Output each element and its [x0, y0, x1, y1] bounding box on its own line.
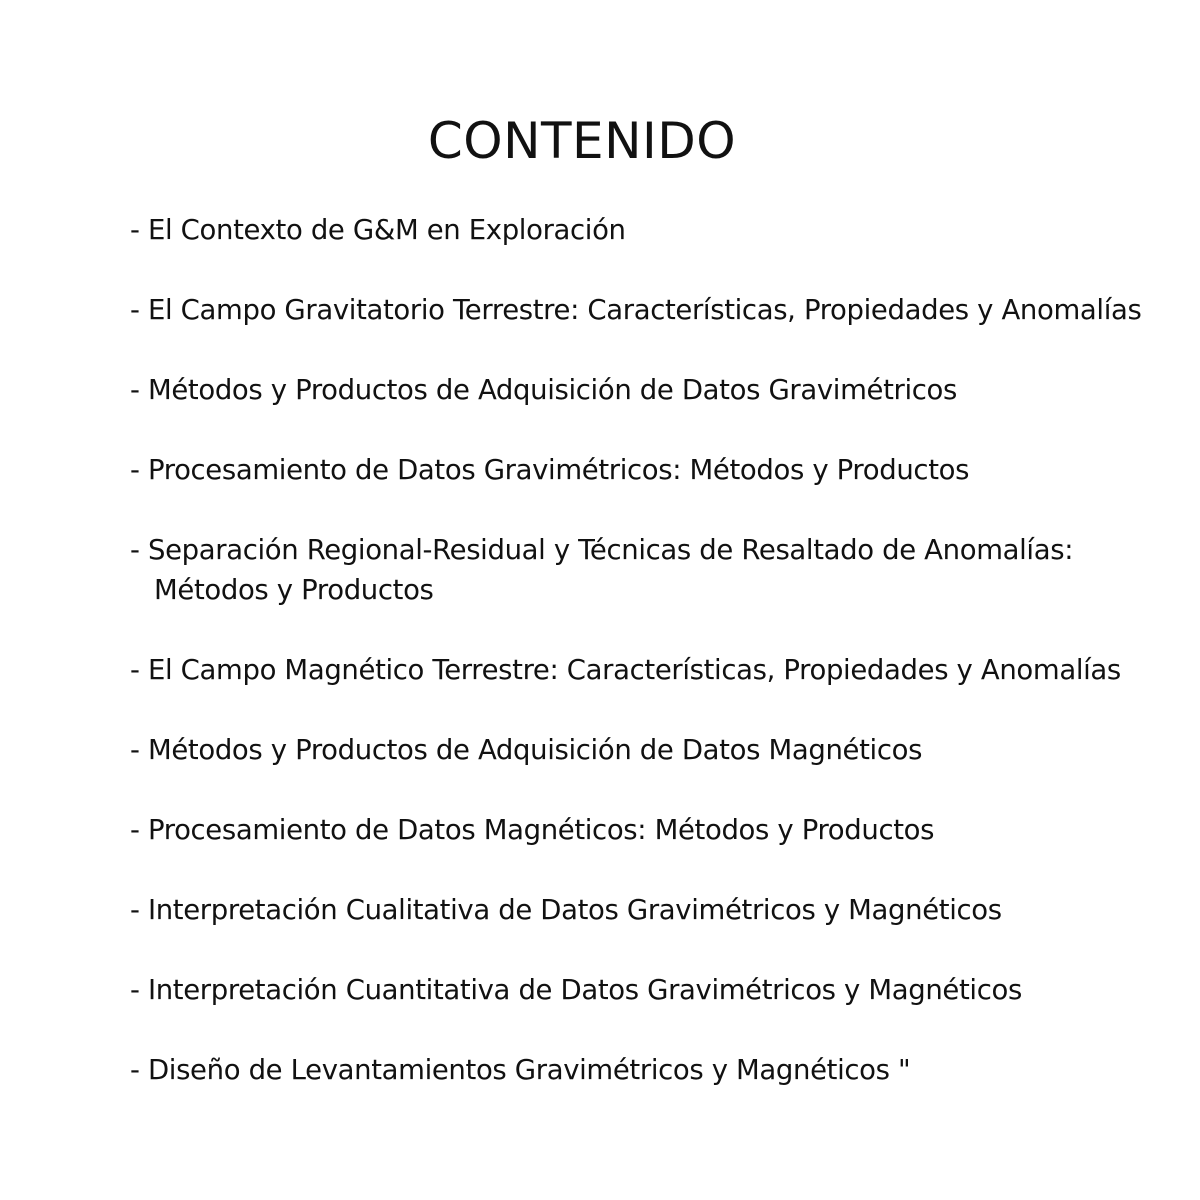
toc-item-text: - Métodos y Productos de Adquisición de Datos Magnéticos: [130, 734, 923, 766]
toc-item: [130, 530, 1170, 610]
toc-item: [130, 1050, 1170, 1090]
toc-item-text: - Interpretación Cuantitativa de Datos Gravimétricos y Magnéticos: [130, 974, 1022, 1006]
toc-item-text: - Procesamiento de Datos Gravimétricos: Métodos y Productos: [130, 454, 970, 486]
toc-item: [130, 450, 1170, 490]
toc-item-text: - Diseño de Levantamientos Gravimétricos y Magnéticos ": [130, 1054, 911, 1086]
toc-item: [130, 970, 1170, 1010]
toc-item: [130, 370, 1170, 410]
toc-item: [130, 730, 1170, 770]
toc-item-text: - El Campo Gravitatorio Terrestre: Características, Propiedades y Anomalías: [130, 294, 1142, 326]
page-title: CONTENIDO: [427, 111, 737, 170]
toc-item-text: - El Contexto de G&M en Exploración: [130, 214, 626, 246]
toc-item: [130, 650, 1170, 690]
toc-item-text: - Métodos y Productos de Adquisición de Datos Gravimétricos: [130, 374, 958, 406]
toc-item-text: - Separación Regional-Residual y Técnicas de Resaltado de Anomalías:: [130, 534, 1074, 566]
toc-item: [130, 290, 1170, 330]
toc-item-text: - El Campo Magnético Terrestre: Características, Propiedades y Anomalías: [130, 654, 1121, 686]
toc-item: [130, 210, 1170, 250]
toc-item: [130, 890, 1170, 930]
toc-item: [130, 810, 1170, 850]
toc-item-text: - Procesamiento de Datos Magnéticos: Métodos y Productos: [130, 814, 935, 846]
table-of-contents: [130, 210, 1170, 1130]
toc-item-text: - Interpretación Cualitativa de Datos Gravimétricos y Magnéticos: [130, 894, 1002, 926]
toc-item-text-continuation: Métodos y Productos: [154, 574, 434, 606]
